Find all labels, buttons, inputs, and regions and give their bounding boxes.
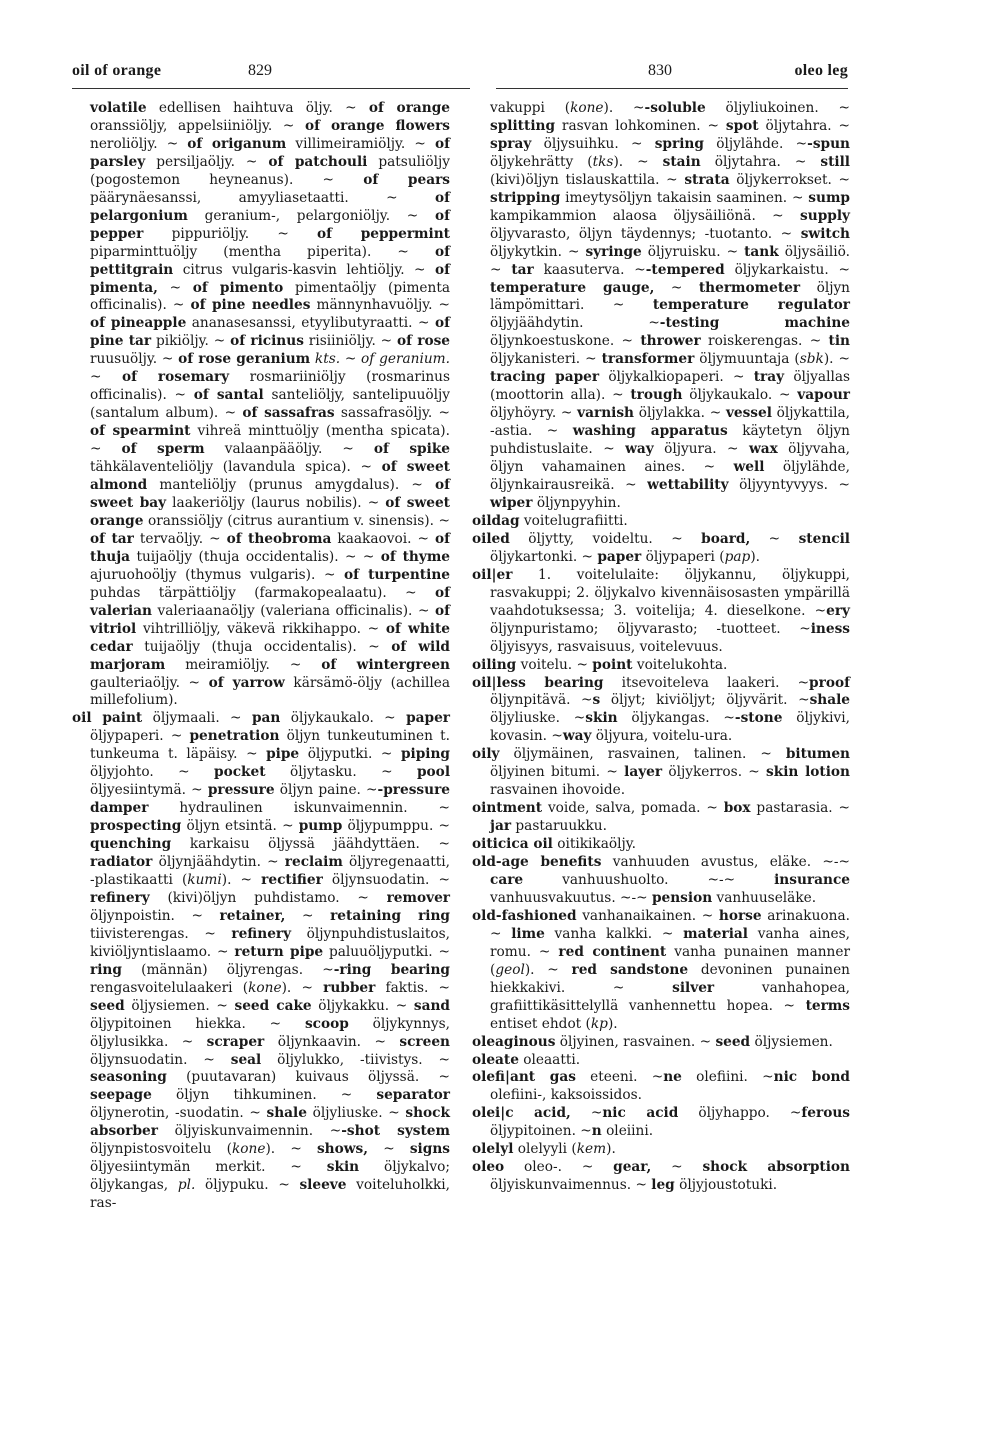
header-rule-left	[72, 88, 470, 89]
header-rule-right	[496, 88, 848, 89]
page-number-right: 830	[648, 62, 672, 79]
dictionary-entry: olei|c acid, ~nic acid öljyhappo. ~ferous öljypitoinen. ~n oleiini.	[472, 1105, 850, 1140]
dictionary-entry: old-age benefits vanhuuden avustus, eläke. ~-~ care vanhuushuolto. ~-~ insurance vanhuusvakuutus. ~-~ pension vanhuuseläke.	[472, 854, 850, 906]
dictionary-entry: ointment voide, salva, pomada. ~ box pastarasia. ~ jar pastaruukku.	[472, 800, 850, 835]
dictionary-entry: olelyl olelyyli (kem).	[472, 1141, 616, 1158]
guide-word-right: oleo leg	[794, 62, 848, 79]
dictionary-entry: oil paint öljymaali. ~ pan öljykaukalo. ~ paper öljypaperi. ~ penetration öljyn tunkeutuminen t. tunkeuma t. läpäisy. ~ pipe öljyputki. ~ piping öljyjohto. ~ pocket öljytasku. ~ pool öljyesiintymä. ~ pressure öljyn paine. ~-pressure damper hydraulinen iskunvaimennin. ~ prospecting öljyn etsintä. ~ pump öljypumppu. ~ quenching karkaisu öljyssä jäähdyttäen. ~ radiator öljynjäähdytin. ~ reclaim öljyregenaatti, -plastikaatti (kumi). ~ rectifier öljynsuodatin. ~ refinery (kivi)öljyn puhdistamo. ~ remover öljynpoistin. ~ retainer, ~ retaining ring tiivisterengas. ~ refinery öljynpuhdistuslaitos, kiviöljyntislaamo. ~ return pipe paluuöljyputki. ~ ring (männän) öljyrengas. ~-ring bearing rengasvoitelulaakeri (kone). ~ rubber faktis. ~ seed öljysiemen. ~ seed cake öljykakku. ~ sand öljypitoinen hiekka. ~ scoop öljykynnys, öljylusikka. ~ scraper öljynkaavin. ~ screen öljynsuodatin. ~ seal öljylukko, -tiivistys. ~ seasoning (puutavaran) kuivaus öljyssä. ~ seepage öljyn tihkuminen. ~ separator öljynerotin, -suodatin. ~ shale öljyliuske. ~ shock absorber öljyiskunvaimennin. ~-shot system öljynpistosvoitelu (kone). ~ shows, ~ signs öljyesiintymän merkit. ~ skin öljykalvo; öljykangas, pl. öljypuku. ~ sleeve voiteluholkki, ras-	[72, 710, 451, 1212]
dictionary-entry: oiling voitelu. ~ point voitelukohta.	[472, 656, 728, 673]
dictionary-entry: oil|er 1. voitelulaite: öljykannu, öljykuppi, rasvakuppi; 2. öljykalvo kivennäisosasten ympärillä vaahdotuksessa; 3. voitelija; 4. dieselkone. ~ery öljynpuristamo; öljyvarasto; -tuotteet. ~iness öljyisyys, rasvaisuus, voitelevuus.	[472, 566, 850, 655]
dictionary-entry: oleaginous öljyinen, rasvainen. ~ seed öljysiemen.	[472, 1033, 833, 1050]
running-head-right	[498, 62, 848, 86]
dictionary-entry: vakuppi (kone). ~-soluble öljyliukoinen. ~ splitting rasvan lohkominen. ~ spot öljytahra. ~ spray öljysuihku. ~ spring öljylähde. ~-spun öljykehrätty (tks). ~ stain öljytahra. ~ still (kivi)öljyn tislauskattila. ~ strata öljykerrokset. ~ stripping imeytysöljyn takaisin saaminen. ~ sump kampikammion alaosa öljysäiliönä. ~ supply öljyvarasto, öljyn täydennys; -tuotanto. ~ switch öljykytkin. ~ syringe öljyruisku. ~ tank öljysäiliö. ~ tar kaasuterva. ~-tempered öljykarkaistu. ~ temperature gauge, ~ thermometer öljyn lämpömittari. ~ temperature regulator öljyjäähdytin. ~-testing machine öljynkoestuskone. ~ thrower roiskerengas. ~ tin öljykanisteri. ~ transformer öljymuuntaja (sbk). ~ tracing paper öljykalkiopaperi. ~ tray öljyallas (moottorin alla). ~ trough öljykaukalo. ~ vapour öljyhöyry. ~ varnish öljylakka. ~ vessel öljykattila, -astia. ~ washing apparatus käytetyn öljyn puhdistuslaite. ~ way öljyura. ~ wax öljyvaha, öljyn vahamainen aines. ~ well öljylähde, öljynkairausreikä. ~ wettability öljyyntyvyys. ~ wiper öljynpyyhin.	[490, 100, 851, 511]
dictionary-entry: oleo oleo-. ~ gear, ~ shock absorption öljyiskunvaimennus. ~ leg öljyjoustotuki.	[472, 1159, 851, 1194]
right-column	[472, 100, 850, 1195]
dictionary-entry: oil|less bearing itsevoiteleva laakeri. ~proof öljynpitävä. ~s öljyt; kiviöljyt; öljyvärit. ~shale öljyliuske. ~skin öljykangas. ~-stone öljykivi, kovasin. ~way öljyura, voitelu-ura.	[472, 674, 851, 745]
dictionary-entry: oily öljymäinen, rasvainen, talinen. ~ bitumen öljyinen bitumi. ~ layer öljykerros. ~ skin lotion rasvainen ihovoide.	[472, 746, 850, 799]
dictionary-entry: olefi|ant gas eteeni. ~ne olefiini. ~nic bond olefiini-, kaksoissidos.	[472, 1069, 850, 1104]
dictionary-entry: oleate oleaatti.	[472, 1051, 581, 1068]
dictionary-entry: oildag voitelugrafiitti.	[472, 512, 628, 529]
dictionary-entry: oiled öljytty, voideltu. ~ board, ~ stencil öljykartonki. ~ paper öljypaperi (pap).	[472, 530, 850, 565]
dictionary-entry: volatile edellisen haihtuva öljy. ~ of orange oranssiöljy, appelsiiniöljy. ~ of orange flowers neroliöljy. ~ of origanum villimeiramiöljy. ~ of parsley persiljaöljy. ~ of patchouli patsuliöljy (pogostemon heyneanus). ~ of pears päärynäesanssi, amyyliasetaatti. ~ of pelargonium geranium-, pelargoniöljy. ~ of pepper pippuriöljy. ~ of peppermint piparminttuöljy (mentha piperita). ~ of pettitgrain citrus vulgaris-kasvin lehtiöljy. ~ of pimenta, ~ of pimento pimentaöljy (pimenta officinalis). ~ of pine needles männynhavuöljy. ~ of pineapple ananasesanssi, etyylibutyraatti. ~ of pine tar pikiöljy. ~ of ricinus risiiniöljy. ~ of rose ruusuöljy. ~ of rose geranium kts. ~ of geranium. ~ of rosemary rosmariiniöljy (rosmarinus officinalis). ~ of santal santeliöljy, santelipuuöljy (santalum album). ~ of sassafras sassafrasöljy. ~ of spearmint vihreä minttuöljy (mentha spicata). ~ of sperm valaanpääöljy. ~ of spike tähkälaventeliöljy (lavandula spica). ~ of sweet almond manteliöljy (prunus amygdalus). ~ of sweet bay laakeriöljy (laurus nobilis). ~ of sweet orange oranssiöljy (citrus aurantium v. sinensis). ~ of tar tervaöljy. ~ of theobroma kaakaovoi. ~ of thuja tuijaöljy (thuja occidentalis). ~ ~ of thyme ajuruohoöljy (thymus vulgaris). ~ of turpentine puhdas tärpättiöljy (farmakopealaatu). ~ of valerian valeriaanaöljy (valeriana officinalis). ~ of vitriol vihtrilliöljy, väkevä rikkihappo. ~ of white cedar tuijaöljy (thuja occidentalis). ~ of wild marjoram meiramiöljy. ~ of wintergreen gaulteriaöljy. ~ of yarrow kärsämö-öljy (achillea millefolium).	[90, 100, 451, 709]
left-column	[72, 100, 450, 1213]
page-number-left: 829	[248, 62, 272, 79]
dictionary-entry: oiticica oil oitikikaöljy.	[472, 836, 636, 853]
running-head-left	[72, 62, 472, 86]
dictionary-entry: old-fashioned vanhanaikainen. ~ horse arinakuona. ~ lime vanha kalkki. ~ material vanha aines, romu. ~ red continent vanha punainen manner (geol). ~ red sandstone devoninen punainen hiekkakivi. ~ silver vanhahopea, grafiittikäsittelyllä vanhennettu hopea. ~ terms entiset ehdot (kp).	[472, 907, 851, 1032]
guide-word-left: oil of orange	[72, 62, 162, 79]
